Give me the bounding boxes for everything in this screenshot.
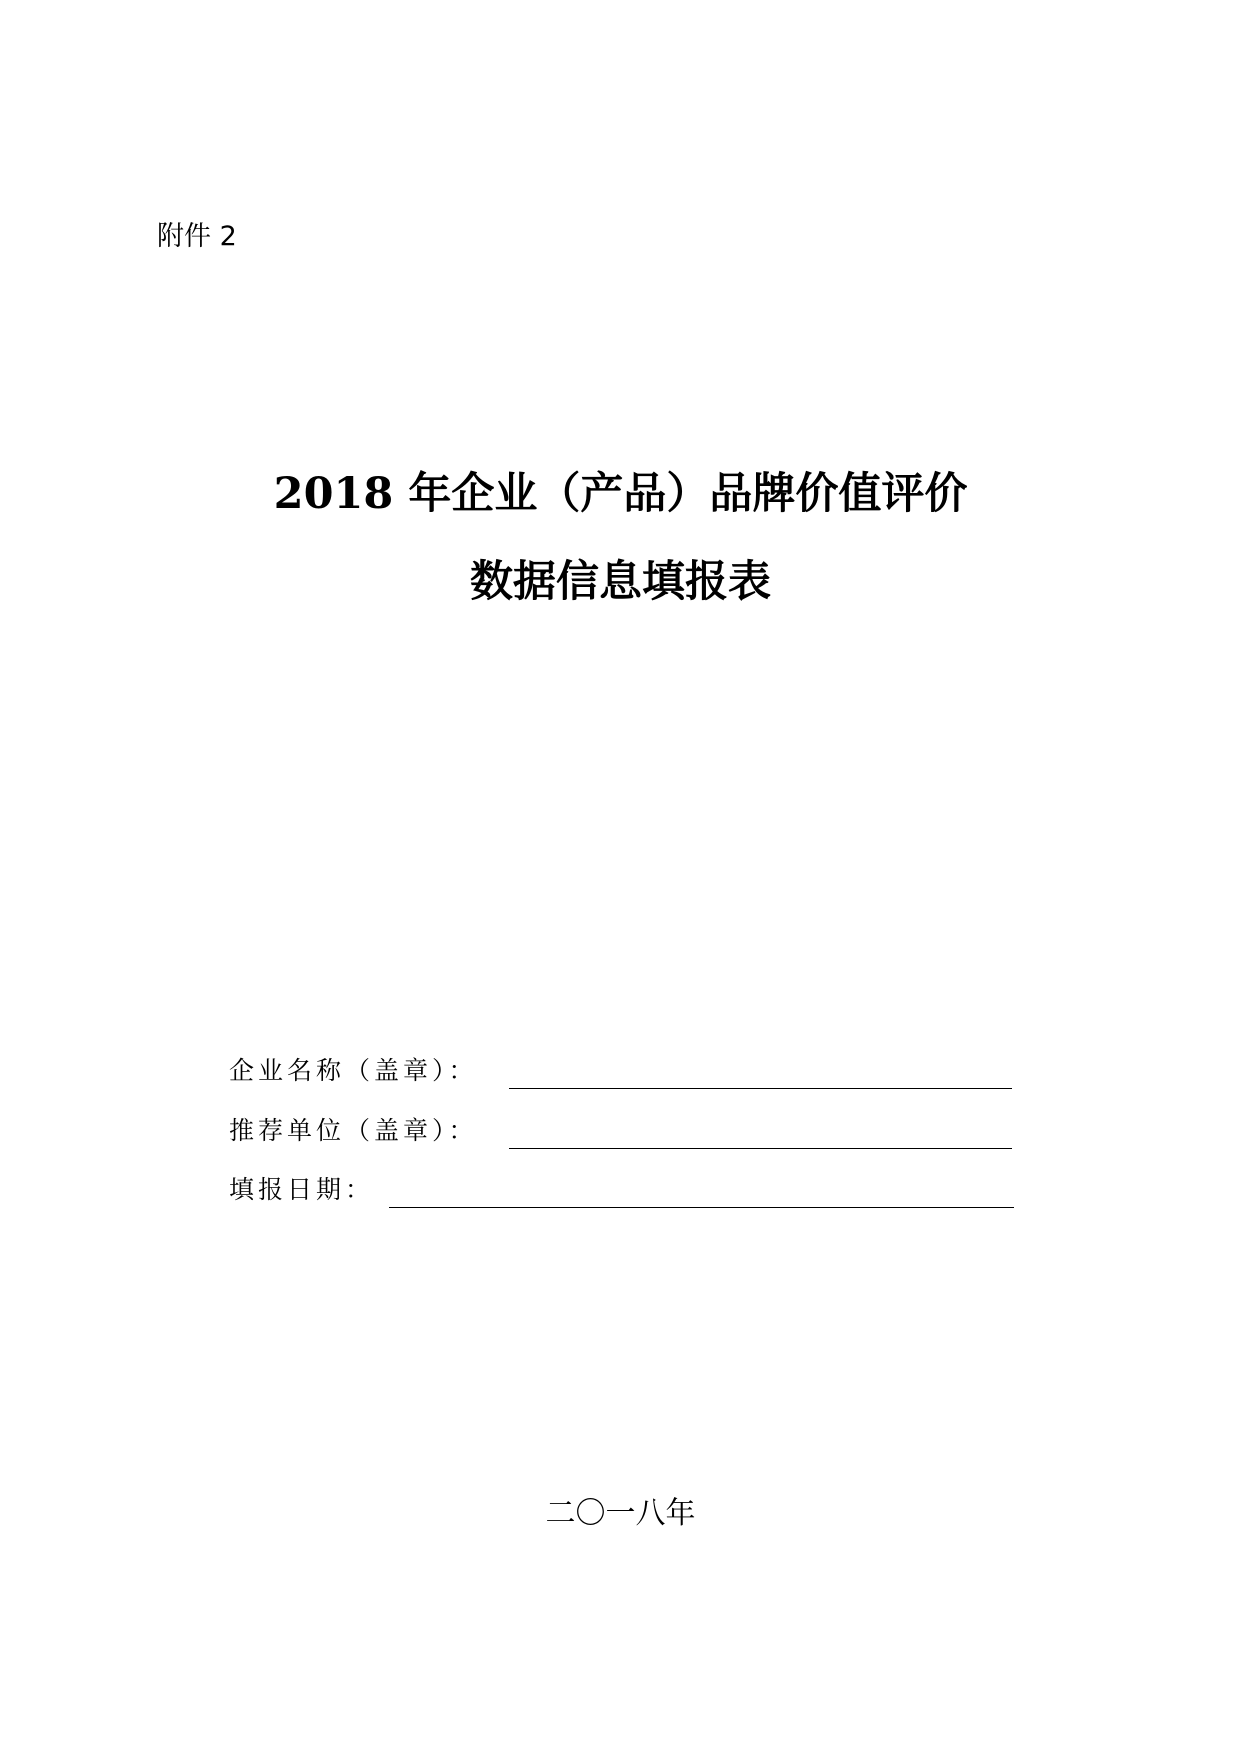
form-label-fill-date: 填报日期：: [229, 1175, 375, 1204]
form-row-fill-date: [229, 1173, 1019, 1209]
document-title-line-1: 2018 年企业（产品）品牌价值评价: [273, 469, 968, 519]
year-label: 二〇一八年: [545, 1496, 696, 1531]
blank-line-fill-date: [389, 1207, 1014, 1208]
form-row-company-name: [229, 1054, 1019, 1090]
attachment-label: 附件 2: [157, 221, 237, 252]
form-label-company-name: 企业名称（盖章）：: [229, 1056, 478, 1085]
document-title-line-2: 数据信息填报表: [470, 557, 771, 607]
form-label-recommending-unit: 推荐单位（盖章）：: [229, 1116, 478, 1145]
form-row-recommending-unit: [229, 1114, 1019, 1150]
blank-line-company-name: [509, 1088, 1012, 1089]
blank-line-recommending-unit: [509, 1148, 1012, 1149]
